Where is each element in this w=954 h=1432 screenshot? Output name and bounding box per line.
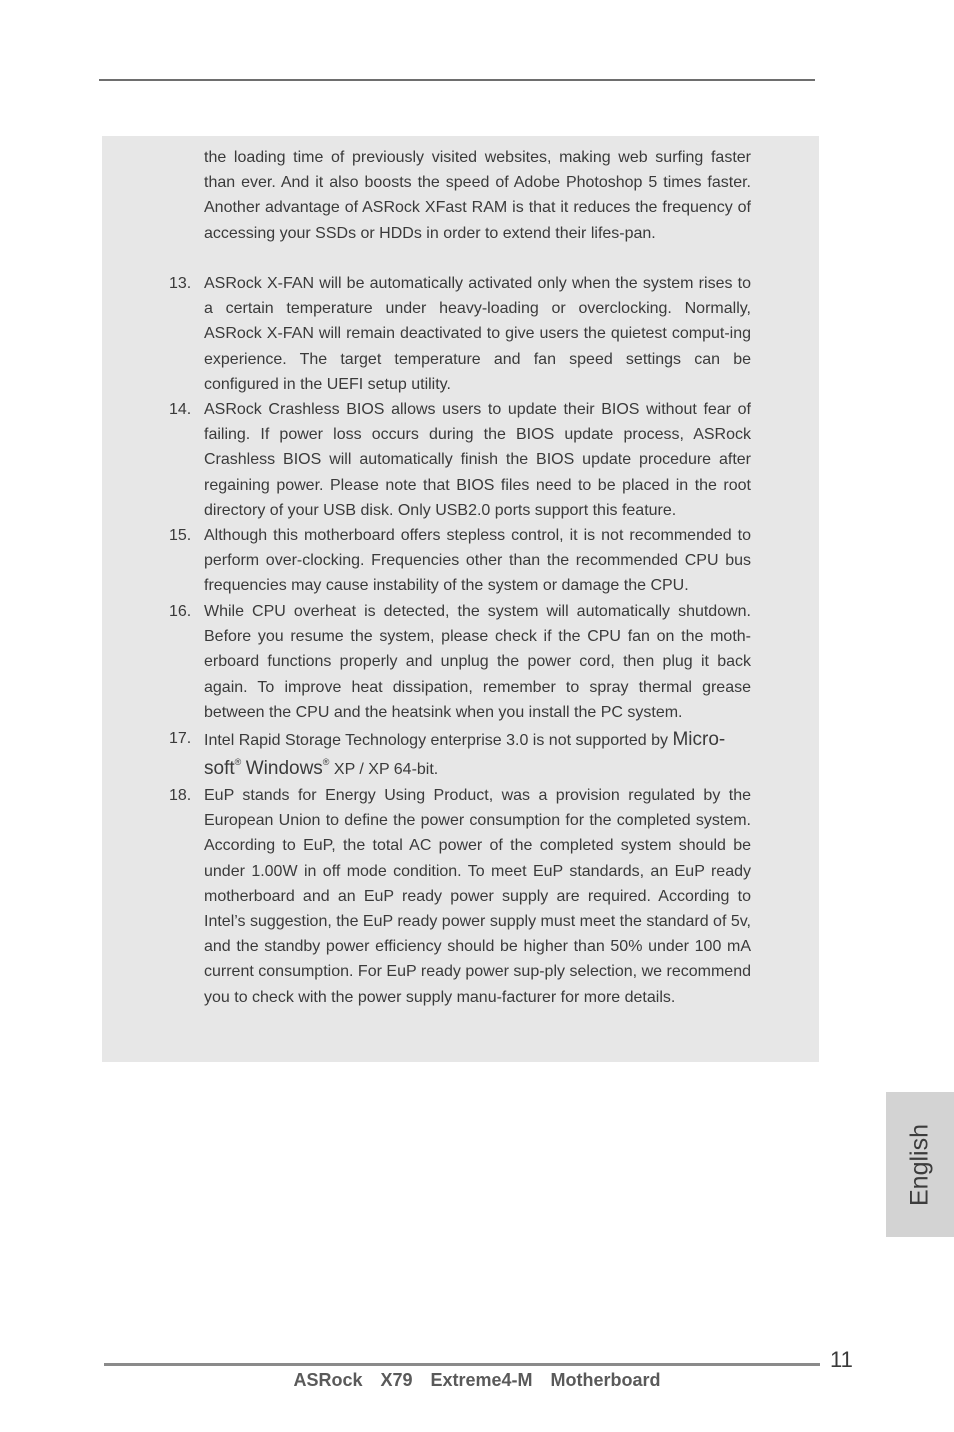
item-text-end: XP / XP 64-bit. [333, 761, 439, 778]
item-number: 15. [169, 527, 192, 544]
microsoft-part-b: soft [204, 758, 235, 779]
item-text [204, 726, 751, 784]
registered-mark: ® [234, 757, 242, 767]
microsoft-part-a: Micro- [672, 729, 726, 750]
item-text-start: Intel Rapid Storage Technology enterprise 3.0 is not supported by [204, 732, 668, 749]
item-text: EuP stands for Energy Using Product, was a provision regulated by the European Union to define the power consumption for the completed system. According to EuP, the total AC power of the completed system should be under 1.00W in off mode condition. To meet EuP standards, an EuP ready motherboard and an EuP ready power supply are required. According to Intel’s suggestion, the EuP ready power supply must meet the standard of 5v, and the standby power efficiency should be higher than 50% under 100 mA current consumption. For EuP ready power sup-ply selection, we recommend you to check with the power supply manu-facturer for more details. [204, 787, 751, 1006]
footer-title: ASRock X79 Extreme4-M Motherboard [293, 1370, 661, 1390]
language-label: English [905, 1123, 934, 1206]
item-number: 17. [169, 730, 192, 747]
windows-word: Windows [245, 758, 323, 779]
item-number: 18. [169, 787, 192, 804]
continuation-paragraph: the loading time of previously visited websites, making web surfing faster than ever. And it also boosts the speed of Adobe Photoshop 5 times faster. Another advantage of ASRock XFast RAM is that it reduces the frequency of accessing your SSDs or HDDs in order to extend their lifes-pan. [204, 149, 751, 242]
item-text: While CPU overheat is detected, the system will automatically shutdown. Before you resume the system, please check if the CPU fan on the moth-erboard functions properly and unplug the power cord, then plug it back again. To improve heat dissipation, remember to spray thermal grease between the CPU and the heatsink when you install the PC system. [204, 603, 751, 721]
item-text: ASRock X-FAN will be automatically activated only when the system rises to a certain temperature under heavy-loading or overclocking. Normally, ASRock X-FAN will remain deactivated to give users the quietest comput-ing experience. The target temperature and fan speed settings can be configured in the UEFI setup utility. [204, 275, 751, 393]
item-text: Although this motherboard offers stepless control, it is not recommended to perform over-clocking. Frequencies other than the recommended CPU bus frequencies may cause instability of the system or damage the CPU. [204, 527, 751, 595]
item-number: 13. [169, 275, 192, 292]
item-text: ASRock Crashless BIOS allows users to update their BIOS without fear of failing. If power loss occurs during the BIOS update process, ASRock Crashless BIOS will automatically finish the BIOS update procedure after regaining power. Please note that BIOS files need to be placed in the root directory of your USB disk. Only USB2.0 ports support this feature. [204, 401, 751, 519]
registered-mark: ® [322, 757, 330, 767]
language-tab [886, 1092, 954, 1237]
bottom-rule [104, 1363, 820, 1366]
page-number: 11 [830, 1347, 853, 1372]
item-number: 14. [169, 401, 192, 418]
item-number: 16. [169, 603, 192, 620]
top-rule [99, 79, 815, 81]
